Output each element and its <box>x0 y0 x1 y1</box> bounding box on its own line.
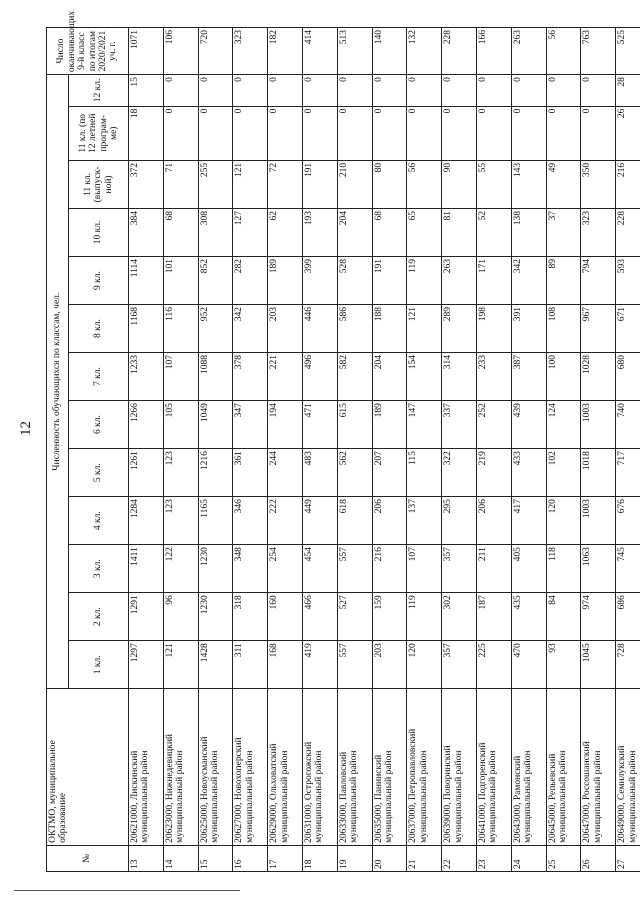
grade-count-cell: 0 <box>198 106 233 160</box>
grade-count-cell: 562 <box>337 449 372 497</box>
grade-count-cell: 210 <box>337 160 372 208</box>
grade-count-cell: 0 <box>476 75 511 107</box>
municipality-name: 20639000, Поворинский муниципальный район <box>442 689 477 846</box>
grade-count-cell: 159 <box>372 593 407 641</box>
grade-count-cell: 348 <box>233 545 268 593</box>
municipality-name: 20633000, Павловский муниципальный район <box>337 689 372 846</box>
grade-count-cell: 1114 <box>129 256 164 304</box>
grade-count-cell: 1261 <box>129 449 164 497</box>
grade-count-cell: 49 <box>546 160 581 208</box>
grade-count-cell: 1297 <box>129 641 164 689</box>
grade-count-cell: 405 <box>511 545 546 593</box>
grade-count-cell: 618 <box>337 497 372 545</box>
grade-count-cell: 216 <box>372 545 407 593</box>
grade-count-cell: 147 <box>407 401 442 449</box>
municipality-name: 20627000, Новохоперский муниципальный район <box>233 689 268 846</box>
grade-count-cell: 0 <box>268 106 303 160</box>
header-grade: 3 кл. <box>69 545 129 593</box>
grade-count-cell: 65 <box>407 208 442 256</box>
grade-count-cell: 71 <box>163 160 198 208</box>
grade-count-cell: 387 <box>511 353 546 401</box>
grade-count-cell: 1284 <box>129 497 164 545</box>
grade-count-cell: 717 <box>616 449 640 497</box>
grade-count-cell: 0 <box>546 106 581 160</box>
grade-count-cell: 314 <box>442 353 477 401</box>
grade-count-cell: 120 <box>546 497 581 545</box>
header-grade: 4 кл. <box>69 497 129 545</box>
grade-count-cell: 72 <box>268 160 303 208</box>
graduates-cell: 1071 <box>129 28 164 75</box>
grade-count-cell: 124 <box>546 401 581 449</box>
grade-count-cell: 347 <box>233 401 268 449</box>
grade-count-cell: 15 <box>129 75 164 107</box>
municipality-name: 20625000, Новоусманский муниципальный район <box>198 689 233 846</box>
grade-count-cell: 123 <box>163 497 198 545</box>
grade-count-cell: 0 <box>372 106 407 160</box>
grade-count-cell: 337 <box>442 401 477 449</box>
footer-rule <box>14 890 240 891</box>
grade-count-cell: 211 <box>476 545 511 593</box>
table-row <box>268 28 303 872</box>
grade-count-cell: 121 <box>233 160 268 208</box>
grade-count-cell: 219 <box>476 449 511 497</box>
grade-count-cell: 419 <box>302 641 337 689</box>
graduates-cell: 263 <box>511 28 546 75</box>
grade-count-cell: 0 <box>337 75 372 107</box>
grade-count-cell: 852 <box>198 256 233 304</box>
graduates-cell: 228 <box>442 28 477 75</box>
grade-count-cell: 1063 <box>581 545 616 593</box>
header-grade: 1 кл. <box>69 641 129 689</box>
grade-count-cell: 0 <box>233 75 268 107</box>
grade-count-cell: 728 <box>616 641 640 689</box>
municipality-name: 20635000, Панинский муниципальный район <box>372 689 407 846</box>
grade-count-cell: 0 <box>337 106 372 160</box>
grade-count-cell: 449 <box>302 497 337 545</box>
table-row <box>616 28 640 872</box>
grade-count-cell: 188 <box>372 305 407 353</box>
grade-count-cell: 62 <box>268 208 303 256</box>
grade-count-cell: 318 <box>233 593 268 641</box>
grade-count-cell: 189 <box>372 401 407 449</box>
grade-count-cell: 357 <box>442 545 477 593</box>
graduates-cell: 513 <box>337 28 372 75</box>
grade-count-cell: 399 <box>302 256 337 304</box>
graduates-cell: 166 <box>476 28 511 75</box>
grade-count-cell: 671 <box>616 305 640 353</box>
grade-count-cell: 1216 <box>198 449 233 497</box>
table-row <box>442 28 477 872</box>
grade-count-cell: 0 <box>233 106 268 160</box>
grade-count-cell: 193 <box>302 208 337 256</box>
graduates-cell: 720 <box>198 28 233 75</box>
grade-count-cell: 974 <box>581 593 616 641</box>
grade-count-cell: 1049 <box>198 401 233 449</box>
header-num: № <box>47 845 129 871</box>
grade-count-cell: 308 <box>198 208 233 256</box>
grade-count-cell: 289 <box>442 305 477 353</box>
grade-count-cell: 0 <box>511 75 546 107</box>
grade-count-cell: 615 <box>337 401 372 449</box>
grade-count-cell: 89 <box>546 256 581 304</box>
grade-count-cell: 28 <box>616 75 640 107</box>
grade-count-cell: 384 <box>129 208 164 256</box>
grade-count-cell: 1088 <box>198 353 233 401</box>
rotated-table-container <box>46 10 640 872</box>
grade-count-cell: 228 <box>616 208 640 256</box>
row-number: 16 <box>233 845 268 871</box>
grade-count-cell: 967 <box>581 305 616 353</box>
grade-count-cell: 0 <box>442 106 477 160</box>
grade-count-cell: 680 <box>616 353 640 401</box>
grade-count-cell: 0 <box>407 106 442 160</box>
graduates-cell: 132 <box>407 28 442 75</box>
row-number: 25 <box>546 845 581 871</box>
row-number: 21 <box>407 845 442 871</box>
grade-count-cell: 1168 <box>129 305 164 353</box>
grade-count-cell: 206 <box>372 497 407 545</box>
header-grade: 6 кл. <box>69 401 129 449</box>
table-row <box>407 28 442 872</box>
grade-count-cell: 446 <box>302 305 337 353</box>
grade-count-cell: 1233 <box>129 353 164 401</box>
grade-count-cell: 107 <box>163 353 198 401</box>
grade-count-cell: 0 <box>302 75 337 107</box>
graduates-cell: 763 <box>581 28 616 75</box>
grade-count-cell: 189 <box>268 256 303 304</box>
grade-count-cell: 118 <box>546 545 581 593</box>
grade-count-cell: 244 <box>268 449 303 497</box>
graduates-cell: 106 <box>163 28 198 75</box>
header-grade: 5 кл. <box>69 449 129 497</box>
grade-count-cell: 483 <box>302 449 337 497</box>
grade-count-cell: 119 <box>407 256 442 304</box>
grade-count-cell: 346 <box>233 497 268 545</box>
grade-count-cell: 0 <box>198 75 233 107</box>
grade-count-cell: 342 <box>511 256 546 304</box>
grade-count-cell: 454 <box>302 545 337 593</box>
grade-count-cell: 119 <box>407 593 442 641</box>
table-row <box>163 28 198 872</box>
grade-count-cell: 0 <box>442 75 477 107</box>
grade-count-cell: 361 <box>233 449 268 497</box>
grade-count-cell: 93 <box>546 641 581 689</box>
table-row <box>546 28 581 872</box>
table-row <box>302 28 337 872</box>
municipality-name: 20637000, Петропавловский муниципальный район <box>407 689 442 846</box>
grade-count-cell: 55 <box>476 160 511 208</box>
row-number: 23 <box>476 845 511 871</box>
grade-count-cell: 255 <box>198 160 233 208</box>
graduates-cell: 182 <box>268 28 303 75</box>
grade-count-cell: 168 <box>268 641 303 689</box>
grade-count-cell: 154 <box>407 353 442 401</box>
grade-count-cell: 302 <box>442 593 477 641</box>
grade-count-cell: 1028 <box>581 353 616 401</box>
grade-count-cell: 81 <box>442 208 477 256</box>
municipality-name: 20621000, Лискинский муниципальный район <box>129 689 164 846</box>
grade-count-cell: 527 <box>337 593 372 641</box>
grade-count-cell: 233 <box>476 353 511 401</box>
row-number: 27 <box>616 845 640 871</box>
grade-count-cell: 295 <box>442 497 477 545</box>
grade-count-cell: 322 <box>442 449 477 497</box>
grade-count-cell: 0 <box>268 75 303 107</box>
grade-count-cell: 391 <box>511 305 546 353</box>
graduates-cell: 56 <box>546 28 581 75</box>
grade-count-cell: 350 <box>581 160 616 208</box>
grade-count-cell: 254 <box>268 545 303 593</box>
grade-count-cell: 84 <box>546 593 581 641</box>
municipality-name: 20641000, Подгоренский муниципальный район <box>476 689 511 846</box>
grade-count-cell: 203 <box>268 305 303 353</box>
grade-count-cell: 740 <box>616 401 640 449</box>
grade-count-cell: 263 <box>442 256 477 304</box>
grade-count-cell: 121 <box>163 641 198 689</box>
grade-count-cell: 794 <box>581 256 616 304</box>
grade-count-cell: 1018 <box>581 449 616 497</box>
grade-count-cell: 123 <box>163 449 198 497</box>
row-number: 26 <box>581 845 616 871</box>
grade-count-cell: 127 <box>233 208 268 256</box>
grade-count-cell: 90 <box>442 160 477 208</box>
row-number: 14 <box>163 845 198 871</box>
grade-count-cell: 282 <box>233 256 268 304</box>
grade-count-cell: 745 <box>616 545 640 593</box>
graduates-cell: 323 <box>233 28 268 75</box>
students-by-grade-table <box>46 10 640 872</box>
grade-count-cell: 1411 <box>129 545 164 593</box>
table-row <box>233 28 268 872</box>
grade-count-cell: 1003 <box>581 497 616 545</box>
grade-count-cell: 105 <box>163 401 198 449</box>
grade-count-cell: 37 <box>546 208 581 256</box>
header-graduates: Число оканчивающих 9-й класс по итогам 2020/2021 уч. г. <box>47 28 129 75</box>
grade-count-cell: 116 <box>163 305 198 353</box>
grade-count-cell: 342 <box>233 305 268 353</box>
grade-count-cell: 417 <box>511 497 546 545</box>
grade-count-cell: 100 <box>546 353 581 401</box>
grade-count-cell: 0 <box>372 75 407 107</box>
page-number: 12 <box>18 421 34 436</box>
grade-count-cell: 439 <box>511 401 546 449</box>
grade-count-cell: 1003 <box>581 401 616 449</box>
table-row <box>476 28 511 872</box>
grade-count-cell: 101 <box>163 256 198 304</box>
grade-count-cell: 108 <box>546 305 581 353</box>
grade-count-cell: 68 <box>163 208 198 256</box>
graduates-cell: 525 <box>616 28 640 75</box>
grade-count-cell: 1165 <box>198 497 233 545</box>
row-number: 15 <box>198 845 233 871</box>
grade-count-cell: 121 <box>407 305 442 353</box>
row-number: 19 <box>337 845 372 871</box>
header-grade: 7 кл. <box>69 353 129 401</box>
header-grade: 10 кл. <box>69 208 129 256</box>
grade-count-cell: 191 <box>302 160 337 208</box>
municipality-name: 20629000, Ольховатский муниципальный район <box>268 689 303 846</box>
grade-count-cell: 1266 <box>129 401 164 449</box>
grade-count-cell: 435 <box>511 593 546 641</box>
grade-count-cell: 221 <box>268 353 303 401</box>
grade-count-cell: 676 <box>616 497 640 545</box>
graduates-cell: 140 <box>372 28 407 75</box>
table-row <box>129 28 164 872</box>
grade-count-cell: 194 <box>268 401 303 449</box>
grade-count-cell: 357 <box>442 641 477 689</box>
grade-count-cell: 52 <box>476 208 511 256</box>
grade-count-cell: 1291 <box>129 593 164 641</box>
grade-count-cell: 557 <box>337 545 372 593</box>
grade-count-cell: 311 <box>233 641 268 689</box>
grade-count-cell: 0 <box>407 75 442 107</box>
header-grade: 2 кл. <box>69 593 129 641</box>
municipality-name: 20647000, Россошанский муниципальный район <box>581 689 616 846</box>
grade-count-cell: 122 <box>163 545 198 593</box>
grade-count-cell: 586 <box>337 305 372 353</box>
grade-count-cell: 466 <box>302 593 337 641</box>
grade-count-cell: 0 <box>511 106 546 160</box>
grade-count-cell: 593 <box>616 256 640 304</box>
table-row <box>581 28 616 872</box>
grade-count-cell: 187 <box>476 593 511 641</box>
grade-count-cell: 0 <box>302 106 337 160</box>
grade-count-cell: 557 <box>337 641 372 689</box>
grade-count-cell: 18 <box>129 106 164 160</box>
row-number: 22 <box>442 845 477 871</box>
grade-count-cell: 120 <box>407 641 442 689</box>
grade-count-cell: 372 <box>129 160 164 208</box>
row-number: 18 <box>302 845 337 871</box>
grade-count-cell: 471 <box>302 401 337 449</box>
grade-count-cell: 686 <box>616 593 640 641</box>
grade-count-cell: 0 <box>546 75 581 107</box>
grade-count-cell: 0 <box>581 75 616 107</box>
grade-count-cell: 80 <box>372 160 407 208</box>
grade-count-cell: 323 <box>581 208 616 256</box>
graduates-cell: 414 <box>302 28 337 75</box>
grade-count-cell: 222 <box>268 497 303 545</box>
grade-count-cell: 68 <box>372 208 407 256</box>
header-grade: 11 кл. (по 12 летней програм-ме) <box>69 106 129 160</box>
header-grade: 8 кл. <box>69 305 129 353</box>
grade-count-cell: 582 <box>337 353 372 401</box>
municipality-name: 20649000, Семилукский муниципальный район <box>616 689 640 846</box>
grade-count-cell: 1428 <box>198 641 233 689</box>
header-group: Численность обучающихся по классам, чел. <box>47 75 69 689</box>
grade-count-cell: 26 <box>616 106 640 160</box>
grade-count-cell: 138 <box>511 208 546 256</box>
table-row <box>511 28 546 872</box>
municipality-name: 20623000, Нижнедевицкий муниципальный район <box>163 689 198 846</box>
grade-count-cell: 496 <box>302 353 337 401</box>
row-number: 13 <box>129 845 164 871</box>
grade-count-cell: 56 <box>407 160 442 208</box>
municipality-name: 20645000, Репьевский муниципальный район <box>546 689 581 846</box>
grade-count-cell: 203 <box>372 641 407 689</box>
grade-count-cell: 107 <box>407 545 442 593</box>
grade-count-cell: 143 <box>511 160 546 208</box>
grade-count-cell: 191 <box>372 256 407 304</box>
grade-count-cell: 1230 <box>198 593 233 641</box>
header-grade: 9 кл. <box>69 256 129 304</box>
grade-count-cell: 206 <box>476 497 511 545</box>
grade-count-cell: 204 <box>372 353 407 401</box>
grade-count-cell: 433 <box>511 449 546 497</box>
row-number: 17 <box>268 845 303 871</box>
grade-count-cell: 1230 <box>198 545 233 593</box>
grade-count-cell: 207 <box>372 449 407 497</box>
grade-count-cell: 0 <box>581 106 616 160</box>
grade-count-cell: 171 <box>476 256 511 304</box>
table-row <box>337 28 372 872</box>
grade-count-cell: 0 <box>163 75 198 107</box>
grade-count-cell: 252 <box>476 401 511 449</box>
grade-count-cell: 204 <box>337 208 372 256</box>
table-row <box>198 28 233 872</box>
grade-count-cell: 952 <box>198 305 233 353</box>
grade-count-cell: 137 <box>407 497 442 545</box>
grade-count-cell: 225 <box>476 641 511 689</box>
grade-count-cell: 102 <box>546 449 581 497</box>
row-number: 24 <box>511 845 546 871</box>
table-row <box>372 28 407 872</box>
header-grade: 12 кл. <box>69 75 129 107</box>
grade-count-cell: 528 <box>337 256 372 304</box>
grade-count-cell: 160 <box>268 593 303 641</box>
grade-count-cell: 1045 <box>581 641 616 689</box>
header-oktmo: ОКТМО, муниципальное образование <box>47 689 129 846</box>
grade-count-cell: 115 <box>407 449 442 497</box>
grade-count-cell: 378 <box>233 353 268 401</box>
grade-count-cell: 198 <box>476 305 511 353</box>
row-number: 20 <box>372 845 407 871</box>
grade-count-cell: 96 <box>163 593 198 641</box>
header-grade: 11 кл. (выпуск-ной) <box>69 160 129 208</box>
municipality-name: 20631000, Острогожский муниципальный район <box>302 689 337 846</box>
grade-count-cell: 0 <box>476 106 511 160</box>
municipality-name: 20643000, Рамонский муниципальный район <box>511 689 546 846</box>
grade-count-cell: 216 <box>616 160 640 208</box>
grade-count-cell: 470 <box>511 641 546 689</box>
grade-count-cell: 0 <box>163 106 198 160</box>
